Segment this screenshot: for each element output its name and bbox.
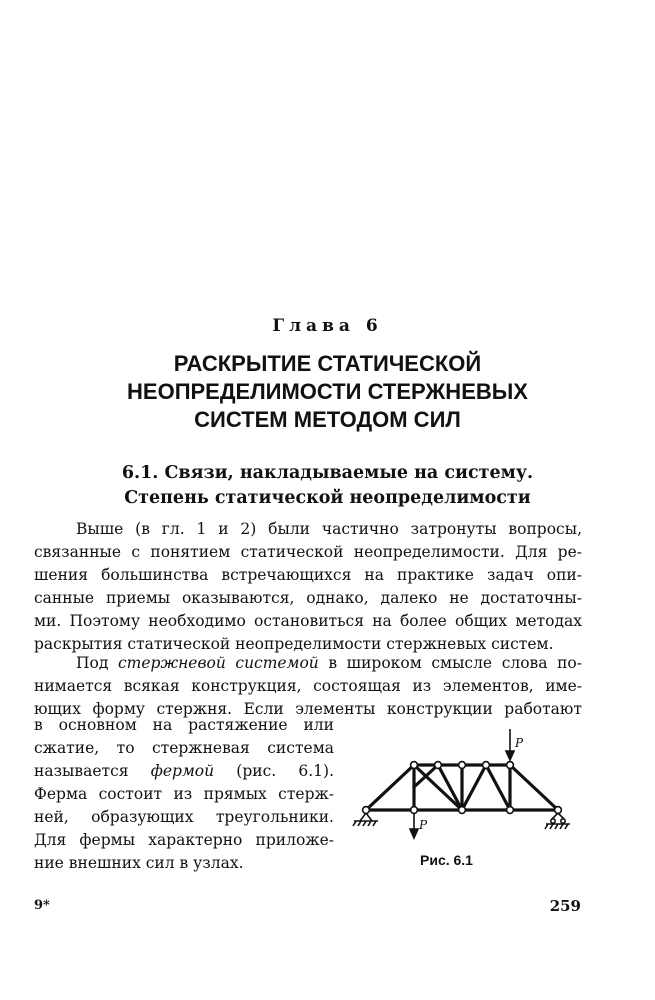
text-fragment: в широком смысле слова по- bbox=[328, 654, 582, 672]
text-line: ющих форму стержня. Если элементы конструкции работают bbox=[34, 700, 582, 718]
section-title-line: Степень статической неопределимости bbox=[124, 488, 531, 508]
text-line: ние внешних сил в узлах. bbox=[34, 854, 244, 872]
truss-right-diagonal bbox=[510, 765, 558, 810]
truss-figure bbox=[348, 725, 588, 845]
text-line: в основном на растяжение или bbox=[34, 716, 334, 734]
text-line: санные приемы оказываются, однако, далеко не достаточны- bbox=[34, 589, 582, 607]
truss-node bbox=[459, 762, 466, 769]
text-line: ней, образующих треугольники. bbox=[34, 808, 334, 826]
term-italic: стержневой системой bbox=[118, 654, 319, 672]
page-number: 259 bbox=[549, 897, 581, 915]
chapter-label: Глава 6 bbox=[272, 316, 383, 336]
text-line: нимается всякая конструкция, состоящая из элементов, име- bbox=[34, 677, 582, 695]
truss-node bbox=[411, 807, 418, 814]
term-italic: фермой bbox=[150, 762, 215, 780]
chapter-title-line: РАСКРЫТИЕ СТАТИЧЕСКОЙ bbox=[173, 351, 482, 376]
chapter-title-line: НЕОПРЕДЕЛИМОСТИ СТЕРЖНЕВЫХ bbox=[127, 379, 528, 404]
text-line bbox=[34, 760, 334, 783]
text-line: шения большинства встречающихся на практике задач опи- bbox=[34, 566, 582, 584]
truss-node bbox=[483, 762, 490, 769]
truss-left-diagonal bbox=[366, 765, 414, 810]
text-line: сжатие, то стержневая система bbox=[34, 739, 334, 757]
paragraph-definition bbox=[34, 652, 582, 721]
text-fragment: Под bbox=[76, 654, 109, 672]
chapter-title-line: СИСТЕМ МЕТОДОМ СИЛ bbox=[194, 407, 461, 432]
truss-diagonal bbox=[486, 765, 510, 810]
text-line: Выше (в гл. 1 и 2) были частично затронуты вопросы, bbox=[76, 520, 582, 538]
truss-node bbox=[363, 807, 370, 814]
text-line: связанные с понятием статической неопределимости. Для ре- bbox=[34, 543, 582, 561]
text-line: раскрытия статической неопределимости стержневых систем. bbox=[34, 635, 554, 653]
text-line: Ферма состоит из прямых стерж- bbox=[34, 785, 334, 803]
truss-diagonal bbox=[414, 765, 462, 810]
figure-caption: Рис. 6.1 bbox=[420, 852, 473, 868]
truss-node bbox=[507, 762, 514, 769]
truss-node bbox=[411, 762, 418, 769]
text-line bbox=[34, 652, 582, 675]
load-label-top: P bbox=[515, 736, 524, 750]
text-fragment: (рис. 6.1). bbox=[236, 762, 334, 780]
roller-support-right bbox=[545, 813, 570, 829]
pinned-support-left bbox=[353, 813, 378, 826]
paragraph-truss bbox=[34, 714, 334, 875]
paragraph-intro bbox=[34, 518, 582, 656]
truss-node bbox=[459, 807, 466, 814]
truss-node bbox=[555, 807, 562, 814]
chapter-title bbox=[0, 350, 655, 434]
load-arrow-top bbox=[506, 729, 514, 760]
text-line: ми. Поэтому необходимо остановиться на более общих методах bbox=[34, 612, 582, 630]
load-label-bottom: P bbox=[419, 818, 428, 832]
truss-diagonal bbox=[462, 765, 486, 810]
section-title bbox=[0, 461, 655, 511]
text-line: Для фермы характерно приложе- bbox=[34, 831, 334, 849]
load-arrow-bottom bbox=[410, 813, 418, 838]
truss-diagonal bbox=[438, 765, 462, 810]
signature-mark: 9* bbox=[34, 898, 50, 913]
section-title-line: 6.1. Связи, накладываемые на систему. bbox=[121, 463, 534, 483]
truss-node bbox=[507, 807, 514, 814]
text-fragment: называется bbox=[34, 762, 129, 780]
truss-node bbox=[435, 762, 442, 769]
